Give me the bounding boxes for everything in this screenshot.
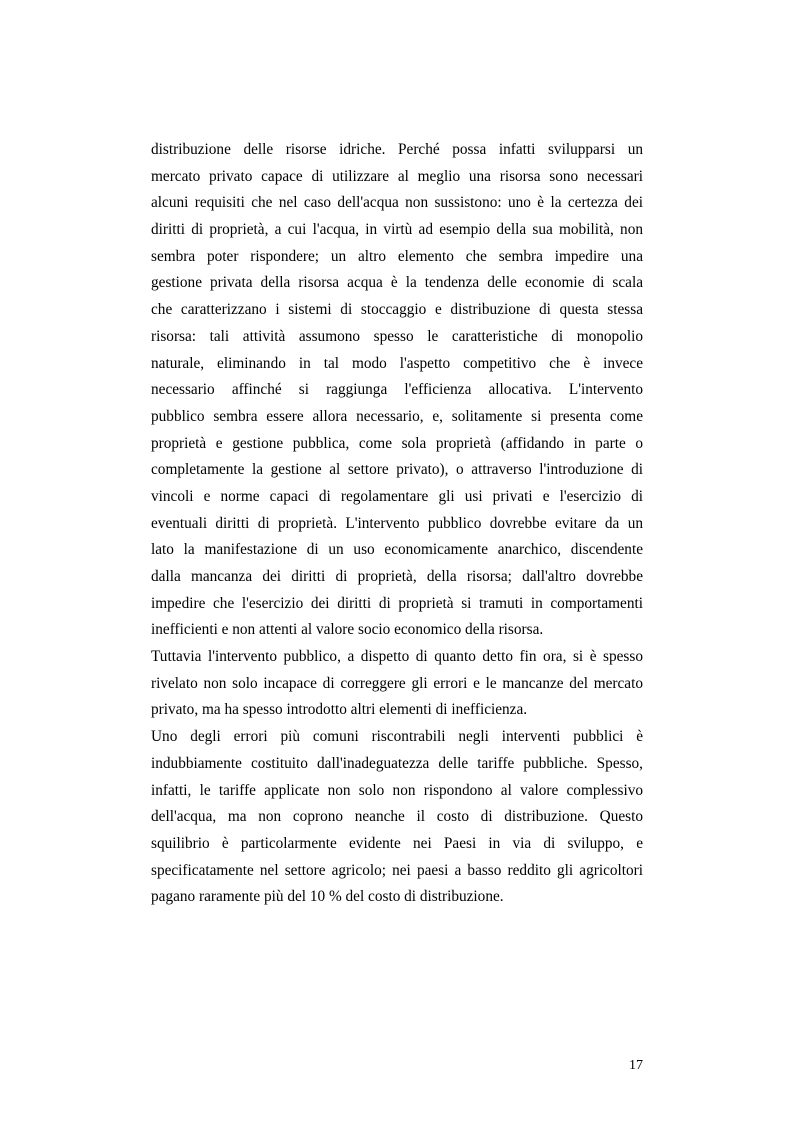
text-line: Tuttavia l'intervento pubblico, a dispetto di quanto detto fin ora, si è spesso <box>151 648 643 666</box>
text-line: Uno degli errori più comuni riscontrabili negli interventi pubblici è <box>151 728 643 746</box>
text-line: squilibrio è particolarmente evidente nei Paesi in via di sviluppo, e <box>151 834 643 852</box>
text-line: necessario affinché si raggiunga l'efficienza allocativa. L'intervento <box>151 381 643 399</box>
text-line: privato, ma ha spesso introdotto altri elementi di inefficienza. <box>151 701 528 719</box>
text-line: specificatamente nel settore agricolo; nei paesi a basso reddito gli agricoltori <box>151 861 643 879</box>
text-line: che caratterizzano i sistemi di stoccaggio e distribuzione di questa stessa <box>151 301 643 319</box>
text-line: inefficienti e non attenti al valore socio economico della risorsa. <box>151 621 544 639</box>
text-line: mercato privato capace di utilizzare al meglio una risorsa sono necessari <box>151 167 643 185</box>
text-line: pubblico sembra essere allora necessario, e, solitamente si presenta come <box>151 407 643 425</box>
text-line: infatti, le tariffe applicate non solo non rispondono al valore complessivo <box>151 781 643 799</box>
text-line: naturale, eliminando in tal modo l'aspetto competitivo che è invece <box>151 354 643 372</box>
text-line: diritti di proprietà, a cui l'acqua, in virtù ad esempio della sua mobilità, non <box>151 221 643 239</box>
text-line: dalla mancanza dei diritti di proprietà, della risorsa; dall'altro dovrebbe <box>151 568 643 585</box>
text-line: vincoli e norme capaci di regolamentare gli usi privati e l'esercizio di <box>151 487 643 505</box>
text-line: rivelato non solo incapace di correggere gli errori e le mancanze del mercato <box>151 674 643 692</box>
text-line: completamente la gestione al settore privato), o attraverso l'introduzione di <box>151 461 643 479</box>
text-line: alcuni requisiti che nel caso dell'acqua non sussistono: uno è la certezza dei <box>151 194 643 212</box>
text-line: gestione privata della risorsa acqua è la tendenza delle economie di scala <box>151 274 643 292</box>
text-line: distribuzione delle risorse idriche. Perché possa infatti svilupparsi un <box>151 141 643 158</box>
body-text <box>151 137 643 911</box>
text-line: pagano raramente più del 10 % del costo di distribuzione. <box>151 888 504 906</box>
text-line: dell'acqua, ma non coprono neanche il costo di distribuzione. Questo <box>151 808 643 826</box>
text-line: indubbiamente costituito dall'inadeguatezza delle tariffe pubbliche. Spesso, <box>151 754 643 772</box>
text-line: sembra poter rispondere; un altro elemento che sembra impedire una <box>151 247 643 265</box>
text-line: lato la manifestazione di un uso economicamente anarchico, discendente <box>151 541 643 559</box>
page-number: 17 <box>629 1058 643 1073</box>
text-line: risorsa: tali attività assumono spesso le caratteristiche di monopolio <box>151 327 643 345</box>
text-line: impedire che l'esercizio dei diritti di proprietà si tramuti in comportamenti <box>151 594 643 612</box>
text-line: eventuali diritti di proprietà. L'intervento pubblico dovrebbe evitare da un <box>151 514 643 532</box>
text-line: proprietà e gestione pubblica, come sola proprietà (affidando in parte o <box>151 434 643 452</box>
